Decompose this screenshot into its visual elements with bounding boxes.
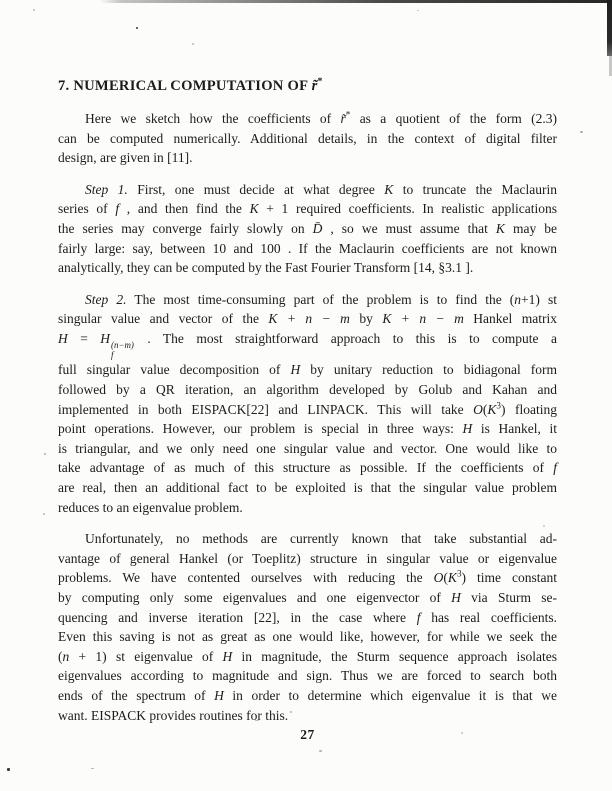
text-line: can be computed numerically. Additional details, in the context of digital filter [58, 130, 557, 146]
page-number: 27 [300, 727, 315, 743]
text-line: analytically, they can be computed by the Fast Fourier Transform [14, §3.1 ]. [58, 260, 474, 276]
text-line: Even this saving is not as great as one would like, however, for while we seek the [58, 629, 557, 645]
text-line: eigenvalues according to magnitude and sign. Thus we are forced to search both [58, 668, 557, 684]
scan-speck [136, 27, 138, 29]
scan-speck [91, 768, 94, 769]
scan-speck [7, 768, 10, 771]
paragraphs [58, 109, 557, 725]
text-line: take advantage of as much of this structure as possible. If the coefficients of f [58, 460, 557, 476]
text-line: fairly large: say, between 10 and 100 . If the Maclaurin coefficients are not known [58, 240, 557, 256]
text-line: Unfortunately, no methods are currently known that take substantial ad- [85, 531, 557, 547]
scan-speck [417, 10, 419, 11]
text-line: followed by a QR iteration, an algorithm developed by Golub and Kahan and [58, 382, 557, 398]
scan-speck [580, 131, 583, 133]
scan-artifact-top-edge [100, 0, 612, 3]
text-line: want. EISPACK provides routines for this. [58, 707, 289, 723]
paragraph [58, 109, 557, 168]
text-line: (n + 1) st eigenvalue of H in magnitude, the Sturm sequence approach isolates [58, 648, 557, 664]
scan-speck [43, 513, 45, 515]
scan-artifact-right-edge [607, 0, 612, 56]
text-line: are real, then an additional fact to be exploited is that the singular value problem [58, 479, 557, 495]
text-line: Step 1. First, one must decide at what degree K to truncate the Maclaurin [85, 181, 557, 197]
text-line: design, are given in [11]. [58, 150, 193, 166]
text-line: singular value and vector of the K + n − m by K + n − m Hankel matrix [58, 311, 557, 327]
paragraph [58, 180, 557, 278]
text-line: Step 2. The most time-consuming part of the problem is to find the (n+1) st [85, 291, 557, 307]
paragraph [58, 290, 557, 517]
text-line: is triangular, and we only need one singular value and vector. One would like to [58, 440, 557, 456]
text-line: reduces to an eigenvalue problem. [58, 499, 243, 515]
text-line: vantage of general Hankel (or Toeplitz) structure in singular value or eigenvalue [58, 550, 557, 566]
text-line: problems. We have contented ourselves with reducing the $O(K^3)$ time constant [58, 568, 558, 586]
stacked-supsub: (n−m) f [111, 339, 134, 360]
text-line: point operations. However, our problem is special in three ways: H is Hankel, it [58, 421, 557, 437]
text-line: by computing only some eigenvalues and one eigenvector of H via Sturm se- [58, 589, 557, 605]
scan-speck [192, 43, 194, 45]
text-line: the series may converge fairly slowly on D̄ , so we must assume that K may be [58, 220, 557, 236]
text-line: quencing and inverse iteration [22], in the case where f has real coefficients. [58, 609, 557, 625]
page-content [58, 76, 557, 743]
section-heading: 7. NUMERICAL COMPUTATION OF r̃* [58, 76, 323, 94]
scan-speck [44, 453, 46, 455]
text-line: implemented in both EISPACK[22] and LINPACK. This will take $O(K^3)$ floating [58, 400, 557, 417]
text-line: H = H (n−m) f . The most straightforward approach to this is to compute a [58, 330, 557, 360]
text-line: ends of the spectrum of H in order to determine which eigenvalue it is that we [58, 687, 557, 703]
text-line: full singular value decomposition of H by unitary reduction to bidiagonal form [58, 362, 557, 378]
text-line: series of f , and then find the K + 1 required coefficients. In realistic applications [58, 201, 557, 217]
scan-speck [319, 750, 322, 752]
text-line: Here we sketch how the coefficients of r̃* as a quotient of the form (2.3) [85, 109, 558, 126]
scan-speck [33, 9, 35, 11]
paragraph [58, 529, 557, 725]
